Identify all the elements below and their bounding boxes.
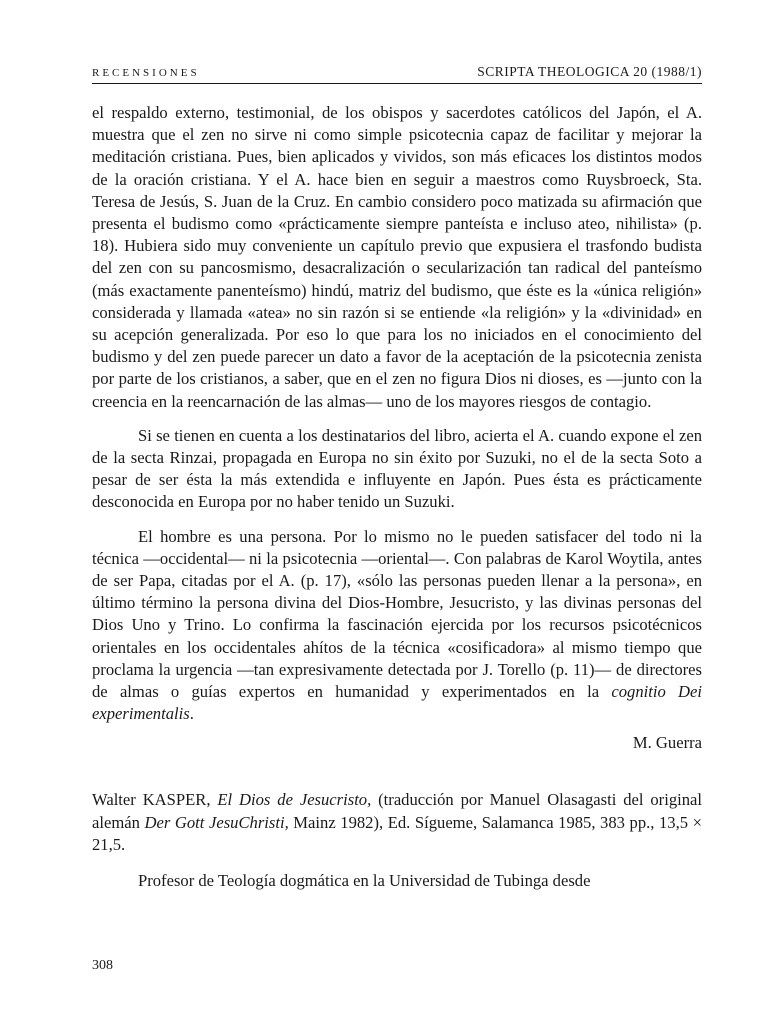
book-title: El Dios de Jesucristo, <box>217 790 372 810</box>
reviewer-signature: M. Guerra <box>632 733 702 753</box>
author-first-name: Walter <box>92 790 143 810</box>
paragraph-3 <box>92 526 702 726</box>
citation-separator: , <box>206 790 218 810</box>
citation-middle: (traducción por Manuel Olasagasti del original alemán <box>92 790 702 832</box>
paragraph-2: Si se tienen en cuenta a los destinatarios del libro, acierta el A. cuando expone el zen de la secta Rinzai, propagada en Europa no sin éxito por Suzuki, no el de la secta Soto a pesar de ser ésta la más extendida e influyente en Japón. Pues ésta es prácticamente desconocida en Europa por no haber tenido un Suzuki. <box>92 425 702 512</box>
journal-title: SCRIPTA THEOLOGICA 20 (1988/1) <box>477 64 702 79</box>
author-last-name: KASPER <box>142 790 207 810</box>
citation-tail: Mainz 1982), Ed. Sígueme, Salamanca 1985, 383 pp., 13,5 × 21,5. <box>92 812 702 854</box>
running-head <box>92 64 702 84</box>
page-content <box>92 64 702 892</box>
review-opening: Profesor de Teología dogmática en la Universidad de Tubinga desde <box>138 871 591 891</box>
paragraph-3-text: El hombre es una persona. Por lo mismo no le pueden satisfacer del todo ni la técnica —occidental— ni la psicotecnia —oriental—. Con palabras de Karol Woytila, antes de ser Papa, citadas por el A. (p. 17), «sólo las personas pueden llenar a la persona», en último término la persona divina del Dios-Hombre, Jesucristo, y las divinas personas del Dios Uno y Trino. Lo confirma la fascinación ejercida por los recursos psicotécnicos orientales en los occidentales ahítos de la técnica «cosificadora» al mismo tiempo que proclama la urgencia —tan expresivamente detectada por J. Torello (p. 11)— de directores de almas o guías expertos en humanidad y experimentados en la <box>92 526 702 702</box>
section-title: RECENSIONES <box>92 67 200 79</box>
paragraph-1: el respaldo externo, testimonial, de los obispos y sacerdotes católicos del Japón, el A. muestra que el zen no sirve ni como simple psicotecnia capaz de facilitar y mejorar la meditación cristiana. Pues, bien aplicados y vividos, son más eficaces los distintos modos de la oración cristiana. Y el A. hace bien en seguir a maestros como Ruysbroeck, Sta. Teresa de Jesús, S. Juan de la Cruz. En cambio considero poco matizada su afirmación que presenta el budismo como «prácticamente siempre panteísta e incluso ateo, nihilista» (p. 18). Hubiera sido muy conveniente un capítulo previo que expusiera el trasfondo budista del zen con su pancosmismo, desacralización o secularización tan radical del panteísmo (más exactamente panenteísmo) hindú, matriz del budismo, que éste es la «única religión» considerada y llamada «atea» no sin razón si se entiende «la religión» y la «divinidad» en su acepción generalizada. Por eso lo que para los no iniciados en el conocimiento del budismo y del zen puede parecer un dato a favor de la aceptación de la psicotecnia zenista por parte de los cristianos, a saber, que en el zen no figura Dios ni dioses, es —junto con la creencia en la reencarnación de las almas— uno de los mayores riesgos de contagio. <box>92 103 702 411</box>
paragraph-3-italic: cognitio Dei experimentalis <box>92 682 702 724</box>
page-number: 308 <box>92 958 113 973</box>
paragraph-3-end: . <box>189 704 194 724</box>
book-citation <box>92 789 702 856</box>
review-text <box>92 102 702 725</box>
original-title: Der Gott JesuChristi, <box>144 812 289 832</box>
